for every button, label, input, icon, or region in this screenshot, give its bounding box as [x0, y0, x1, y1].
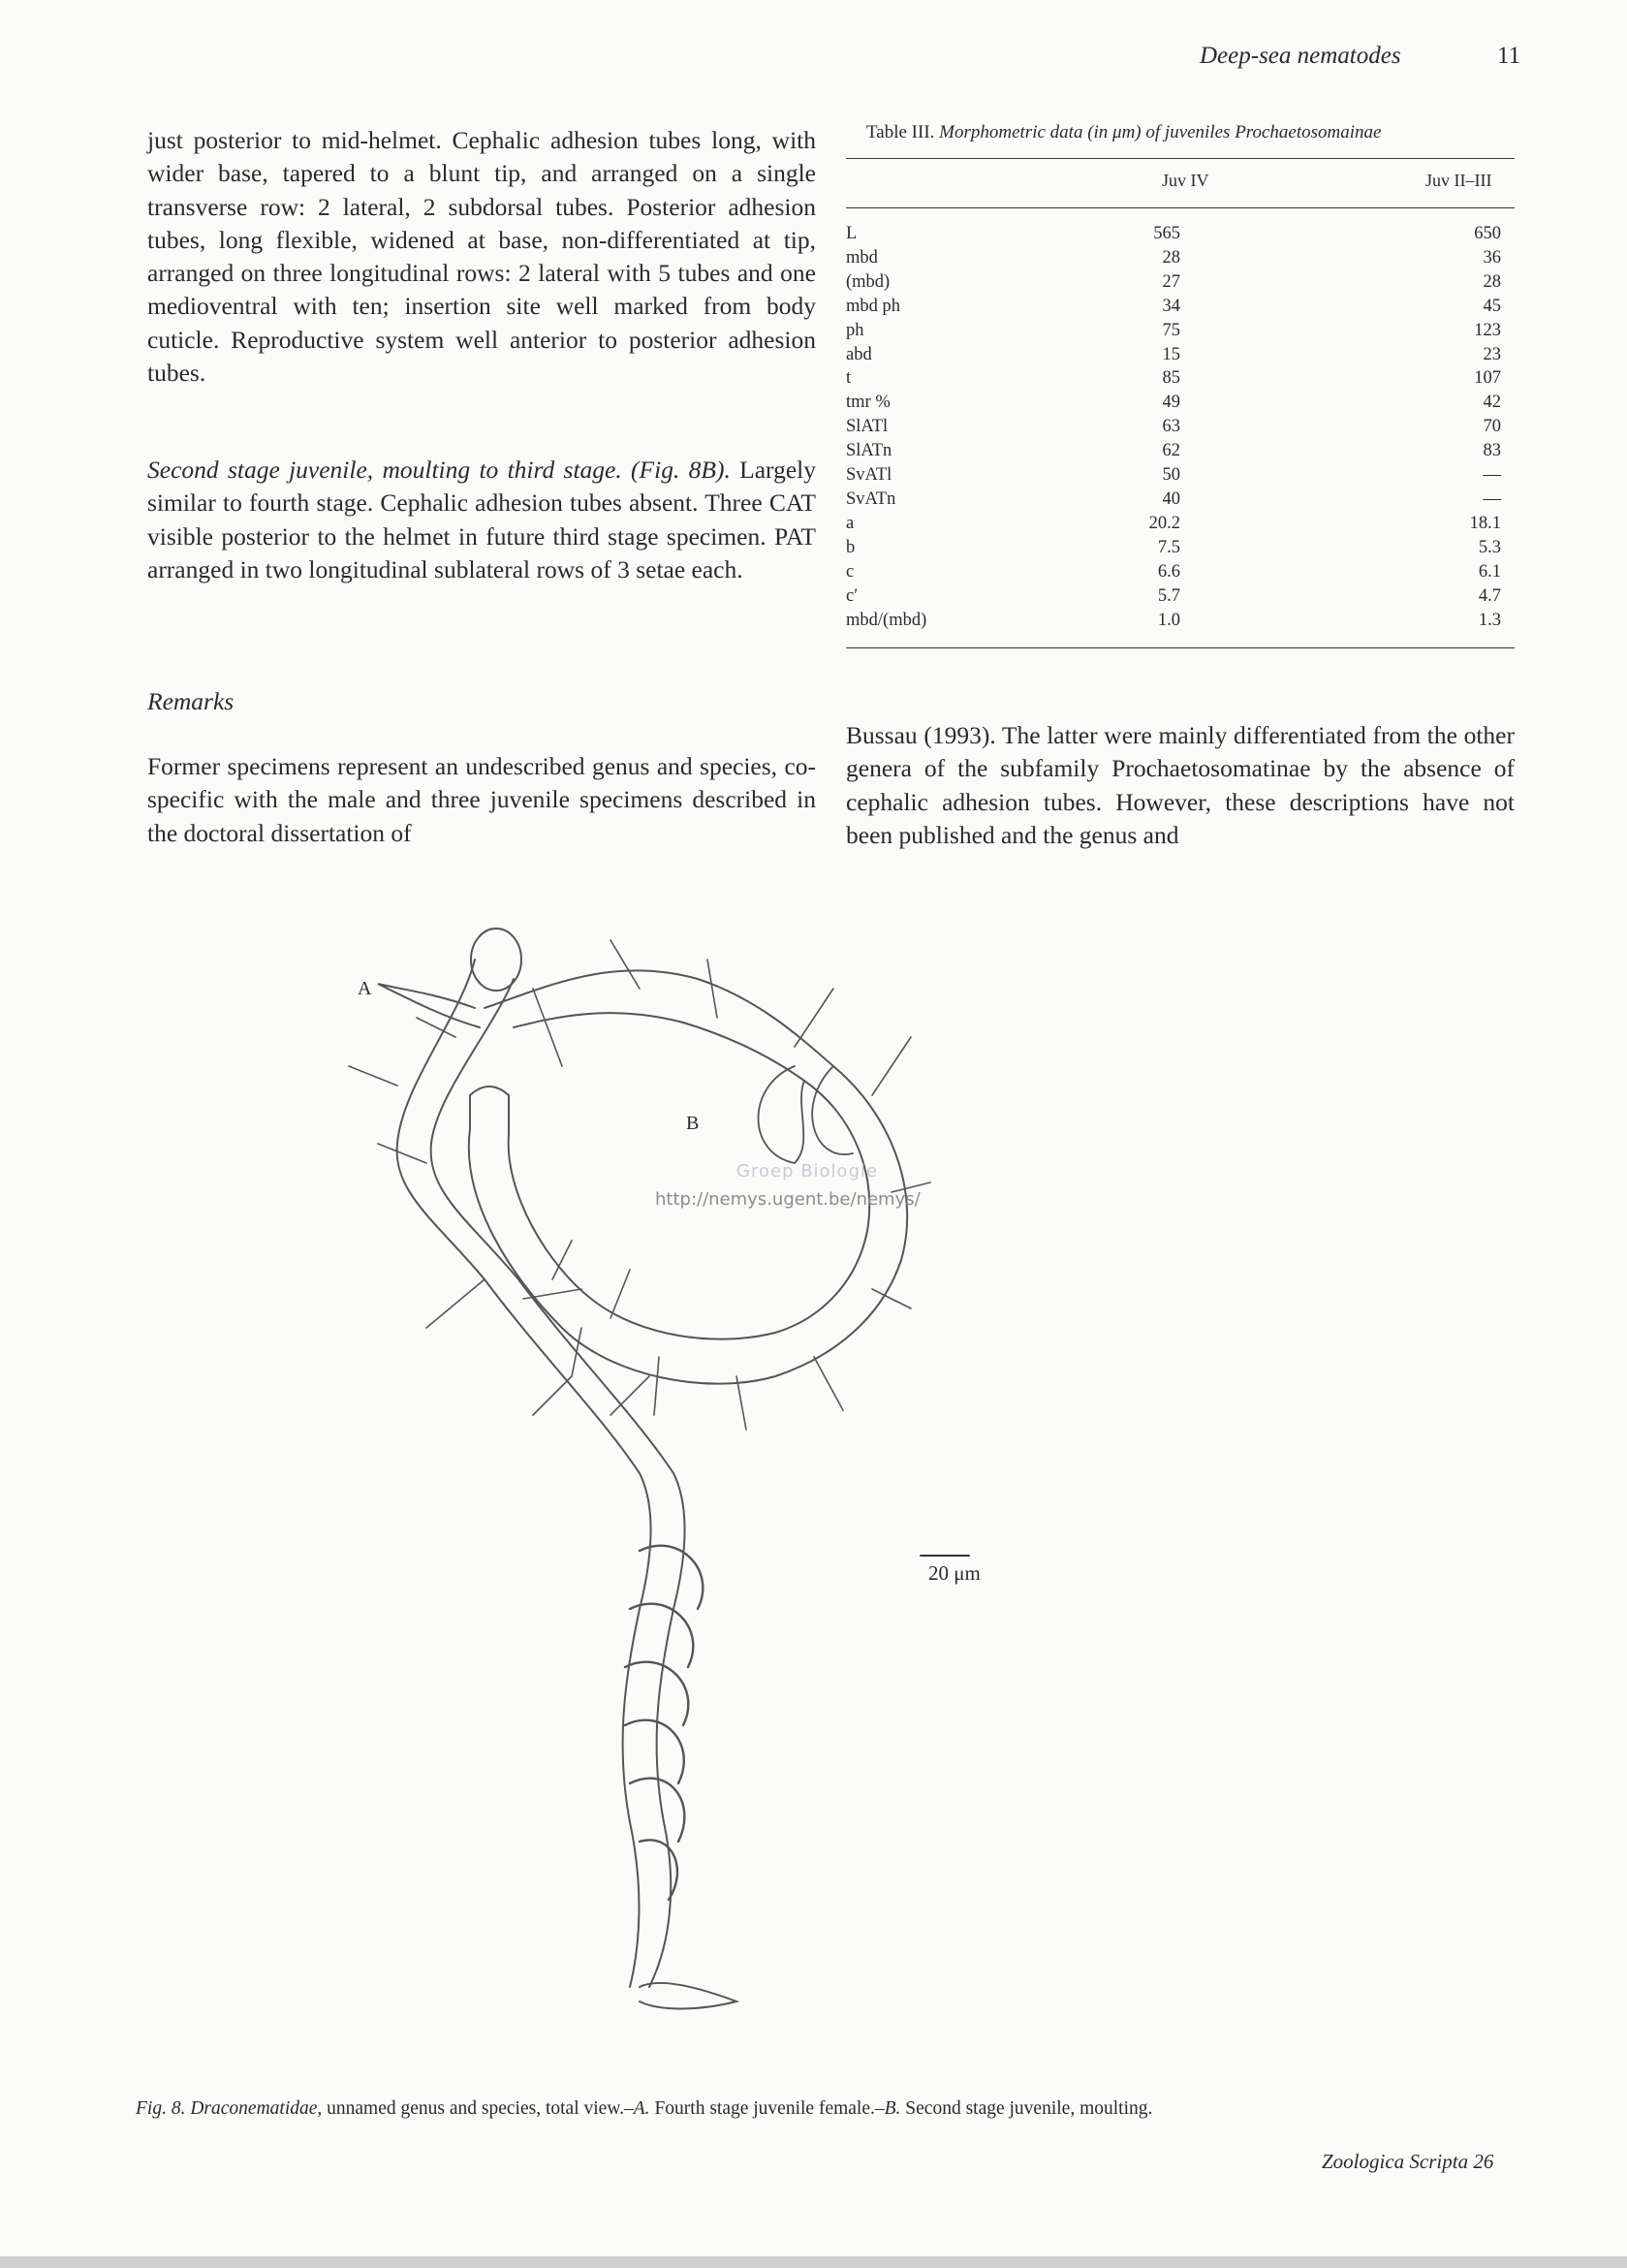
figure-caption [136, 2098, 1152, 2120]
row-label: t [846, 368, 852, 389]
juv-iv-value: 75 [1162, 320, 1180, 340]
row-label: (mbd) [846, 271, 891, 292]
page-number: 11 [1497, 43, 1521, 69]
row-label: mbd [846, 247, 878, 268]
figure-label-a: A [358, 978, 372, 999]
juv-ii-iii-value: 28 [1483, 271, 1501, 292]
juv-iv-value: 6.6 [1157, 561, 1180, 582]
juv-iv-value: 50 [1162, 465, 1180, 486]
row-label: SvATl [846, 465, 892, 486]
table-caption [866, 122, 1381, 143]
table-row [846, 391, 1515, 415]
caption-a-label: A. [633, 2098, 650, 2119]
scale-bar-label: 20 μm [928, 1561, 981, 1585]
caption-family: Draconematidae, [190, 2098, 323, 2119]
juv-iv-value: 40 [1162, 488, 1180, 509]
table-row [846, 343, 1515, 367]
juv-ii-iii-value: 18.1 [1469, 513, 1501, 533]
juv-ii-iii-value: — [1483, 465, 1501, 486]
column-header-juv-iv: Juv IV [1162, 171, 1209, 190]
watermark-url: http://nemys.ugent.be/nemys/ [655, 1189, 921, 1210]
table-row [846, 246, 1515, 270]
caption-b-label: B. [884, 2098, 901, 2119]
juv-ii-iii-value: 6.1 [1478, 561, 1501, 582]
juv-ii-iii-value: 42 [1483, 393, 1501, 413]
running-title: Deep-sea nematodes [1200, 43, 1401, 69]
juv-iv-value: 15 [1162, 344, 1180, 364]
morphometric-table [846, 222, 1515, 632]
juv-iv-value: 20.2 [1148, 513, 1180, 533]
paragraph-2-text: Largely similar to fourth stage. Cephalic adhesion tubes absent. Three CAT visible posterior to the helmet in future third stage specimen. PAT arranged in two longitudinal sublateral rows of 3 setae each. [147, 456, 816, 583]
table-row [846, 488, 1515, 512]
caption-text-3: Second stage juvenile, moulting. [905, 2098, 1153, 2119]
body-paragraph-4: Bussau (1993). The latter were mainly differentiated from the other genera of the subfamily Prochaetosomatinae by the absence of cephalic adhesion tubes. However, these descriptions have not been published and the genus and [846, 721, 1515, 849]
scan-edge [0, 2256, 1627, 2268]
table-row [846, 512, 1515, 536]
juv-ii-iii-value: 123 [1474, 320, 1501, 340]
table-row [846, 609, 1515, 633]
figure-label-b: B [686, 1113, 700, 1134]
column-header-juv-ii-iii: Juv II–III [1425, 171, 1492, 190]
table-caption-prefix: Table III. [866, 122, 935, 142]
juv-iv-value: 49 [1162, 393, 1180, 413]
row-label: L [846, 224, 858, 243]
body-paragraph-1: just posterior to mid-helmet. Cephalic adhesion tubes long, with wider base, tapered to a blunt tip, and arranged on a single transverse row: 2 lateral, 2 subdorsal tubes. Posterior adhesion tubes, long flexible, widened at base, non-differentiated at tip, arranged on three longitudinal rows: 2 lateral with 5 tubes and one medioventral with ten; insertion site well marked from body cuticle. Reproductive system well anterior to posterior adhesion tubes. [147, 126, 816, 388]
juv-iv-value: 5.7 [1157, 585, 1180, 606]
specimen-a-tail [640, 1983, 736, 2009]
row-label: b [846, 537, 856, 557]
row-label: ph [846, 320, 864, 340]
juv-iv-value: 28 [1162, 247, 1180, 268]
watermark-group: Groep Biologie [736, 1161, 879, 1181]
specimen-a-setae [349, 989, 649, 1415]
juv-ii-iii-value: 45 [1483, 296, 1501, 316]
table-row [846, 560, 1515, 584]
table-header-rule [846, 207, 1515, 208]
table-caption-title: Morphometric data (in μm) of juveniles Prochaetosomainae [939, 122, 1382, 142]
table-row [846, 536, 1515, 560]
table-row [846, 270, 1515, 295]
nematode-figure [291, 872, 1357, 2084]
juv-iv-value: 62 [1162, 441, 1180, 461]
journal-footer: Zoologica Scripta 26 [1322, 2150, 1494, 2173]
juvenile-subheading: Second stage juvenile, moulting to third stage. (Fig. 8B). [147, 456, 731, 484]
juv-ii-iii-value: 650 [1474, 224, 1501, 243]
specimen-b-head [470, 1087, 509, 1134]
row-label: SvATn [846, 488, 896, 509]
caption-text-1: unnamed genus and species, total view.– [327, 2098, 634, 2119]
table-row [846, 222, 1515, 246]
table-row [846, 584, 1515, 609]
specimen-a-head [471, 929, 521, 991]
juv-ii-iii-value: 4.7 [1478, 585, 1501, 606]
row-label: SlATl [846, 417, 889, 437]
table-row [846, 415, 1515, 439]
juv-ii-iii-value: 36 [1483, 247, 1501, 268]
juv-ii-iii-value: 23 [1483, 344, 1501, 364]
juv-iv-value: 1.0 [1157, 610, 1180, 630]
table-row [846, 366, 1515, 391]
caption-fig-number: Fig. 8. [136, 2098, 186, 2119]
specimen-a-posterior-setae [625, 1546, 703, 1900]
table-bottom-rule [846, 647, 1515, 648]
row-label: a [846, 513, 855, 533]
juv-iv-value: 565 [1153, 224, 1180, 243]
row-label: SlATn [846, 441, 892, 461]
juv-iv-value: 85 [1162, 368, 1180, 389]
table-top-rule [846, 158, 1515, 159]
juv-ii-iii-value: 70 [1483, 417, 1501, 437]
row-label: mbd/(mbd) [846, 610, 927, 630]
table-row [846, 463, 1515, 488]
remarks-heading: Remarks [147, 687, 235, 715]
body-paragraph-2 [147, 454, 816, 586]
caption-text-2: Fourth stage juvenile female.– [654, 2098, 885, 2119]
table-row [846, 295, 1515, 319]
row-label: mbd ph [846, 296, 901, 316]
juv-iv-value: 27 [1162, 271, 1180, 292]
table-row [846, 439, 1515, 463]
juv-ii-iii-value: 5.3 [1478, 537, 1501, 557]
row-label: abd [846, 344, 872, 364]
juv-ii-iii-value: 83 [1483, 441, 1501, 461]
row-label: c [846, 561, 855, 582]
juv-ii-iii-value: 107 [1474, 368, 1501, 389]
juv-ii-iii-value: 1.3 [1478, 610, 1501, 630]
juv-iv-value: 63 [1162, 417, 1180, 437]
body-paragraph-3: Former specimens represent an undescribed genus and species, co-specific with the male and three juvenile specimens described in the doctoral dissertation of [147, 752, 816, 847]
specimen-a-body-outline [397, 960, 651, 1987]
row-label: c′ [846, 585, 859, 606]
juv-ii-iii-value: — [1483, 488, 1501, 509]
row-label: tmr % [846, 393, 891, 413]
juv-iv-value: 34 [1162, 296, 1180, 316]
table-row [846, 319, 1515, 343]
juv-iv-value: 7.5 [1157, 537, 1180, 557]
